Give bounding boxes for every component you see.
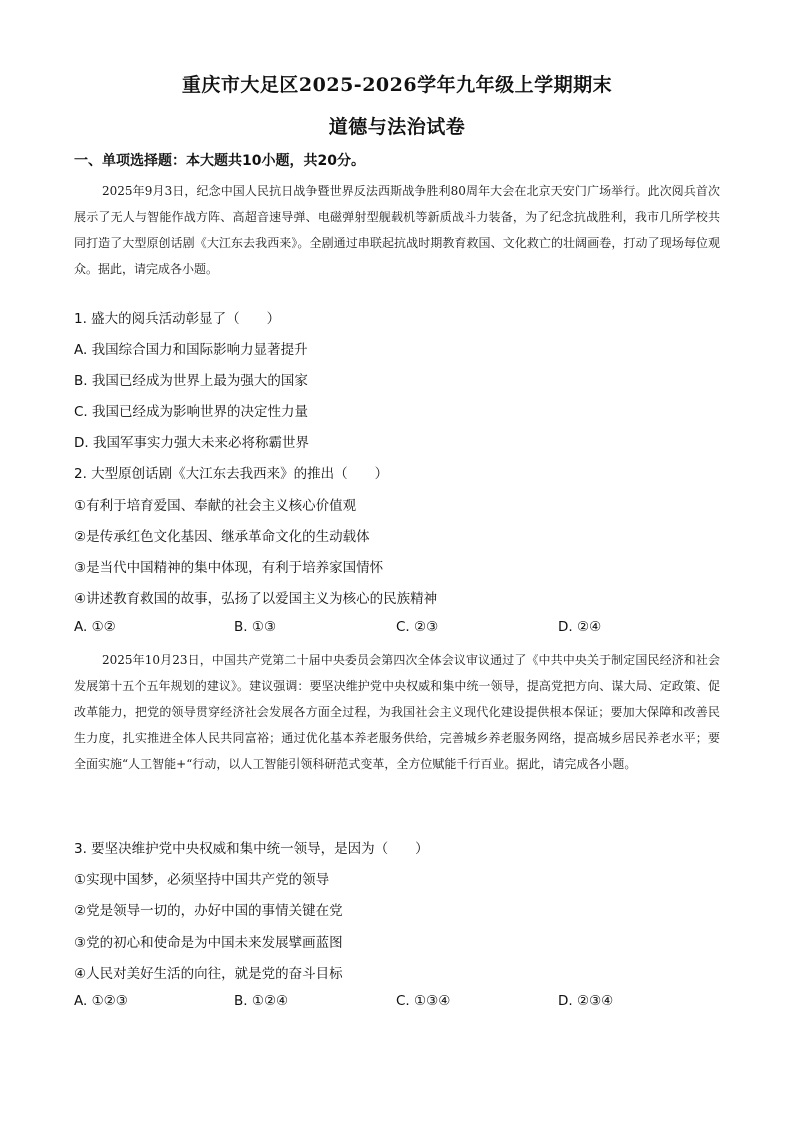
question-1-stem: 1. 盛大的阅兵活动彰显了（ ） <box>74 311 281 327</box>
question-2-stem: 2. 大型原创话剧《大江东去我西来》的推出（ ） <box>74 466 389 482</box>
question-1-option-c: C. 我国已经成为影响世界的决定性力量 <box>74 404 309 420</box>
question-3-statement-4: ④人民对美好生活的向往，就是党的奋斗目标 <box>74 966 343 982</box>
exam-title: 重庆市大足区2025-2026学年九年级上学期期末 <box>181 74 613 96</box>
question-3-statement-1: ①实现中国梦，必须坚持中国共产党的领导 <box>74 872 330 888</box>
question-3-choice-d: D. ②③④ <box>558 993 614 1009</box>
question-1-option-b: B. 我国已经成为世界上最为强大的国家 <box>74 373 308 389</box>
question-2-statement-3: ③是当代中国精神的集中体现，有利于培养家国情怀 <box>74 560 384 576</box>
question-3-choice-a: A. ①②③ <box>74 993 128 1009</box>
section-heading: 一、单项选择题：本大题共10小题，共20分。 <box>74 153 365 169</box>
question-3-statement-2: ②党是领导一切的，办好中国的事情关键在党 <box>74 903 343 919</box>
question-2-choice-a: A. ①② <box>74 619 116 635</box>
question-1-option-a: A. 我国综合国力和国际影响力显著提升 <box>74 342 308 358</box>
exam-subject-title: 道德与法治试卷 <box>328 116 466 138</box>
question-2-choice-b: B. ①③ <box>234 619 277 635</box>
reading-passage-1: 2025年9月3日，纪念中国人民抗日战争暨世界反法西斯战争胜利80周年大会在北京天安门广场举行。此次阅兵首次展示了无人与智能作战方阵、高超音速导弹、电磁弹射型舰载机等新质战斗力装备，为了纪念抗战胜利，我市几所学校共同打造了大型原创话剧《大江东去我西来》。全剧通过串联起抗战时期教育救国、文化救亡的壮阔画卷，打动了现场每位观众。据此，请完成各小题。 <box>74 184 720 276</box>
question-1-option-d: D. 我国军事实力强大未来必将称霸世界 <box>74 435 309 451</box>
reading-passage-2: 2025年10月23日，中国共产党第二十届中央委员会第四次全体会议审议通过了《中共中央关于制定国民经济和社会发展第十五个五年规划的建议》。建议强调：要坚决维护党中央权威和集中统一领导，提高党把方向、谋大局、定政策、促改革能力，把党的领导贯穿经济社会发展各方面全过程，为我国社会主义现代化建设提供根本保证；要加大保障和改善民生力度，扎实推进全体人民共同富裕；通过优化基本养老服务供给，完善城乡养老服务网络，提高城乡居民养老水平；要全面实施“人工智能+“行动，以人工智能引领科研范式变革，全方位赋能千行百业。据此，请完成各小题。 <box>74 653 720 771</box>
question-2-statement-2: ②是传承红色文化基因、继承革命文化的生动载体 <box>74 529 370 545</box>
question-2-statement-4: ④讲述教育救国的故事，弘扬了以爱国主义为核心的民族精神 <box>74 591 438 607</box>
question-2-choice-d: D. ②④ <box>558 619 602 635</box>
question-2-statement-1: ①有利于培育爱国、奉献的社会主义核心价值观 <box>74 498 357 514</box>
question-2-choice-c: C. ②③ <box>396 619 439 635</box>
question-3-statement-3: ③党的初心和使命是为中国未来发展擘画蓝图 <box>74 935 343 951</box>
question-3-choice-b: B. ①②④ <box>234 993 289 1009</box>
question-3-stem: 3. 要坚决维护党中央权威和集中统一领导，是因为（ ） <box>74 841 429 857</box>
question-3-choice-c: C. ①③④ <box>396 993 451 1009</box>
